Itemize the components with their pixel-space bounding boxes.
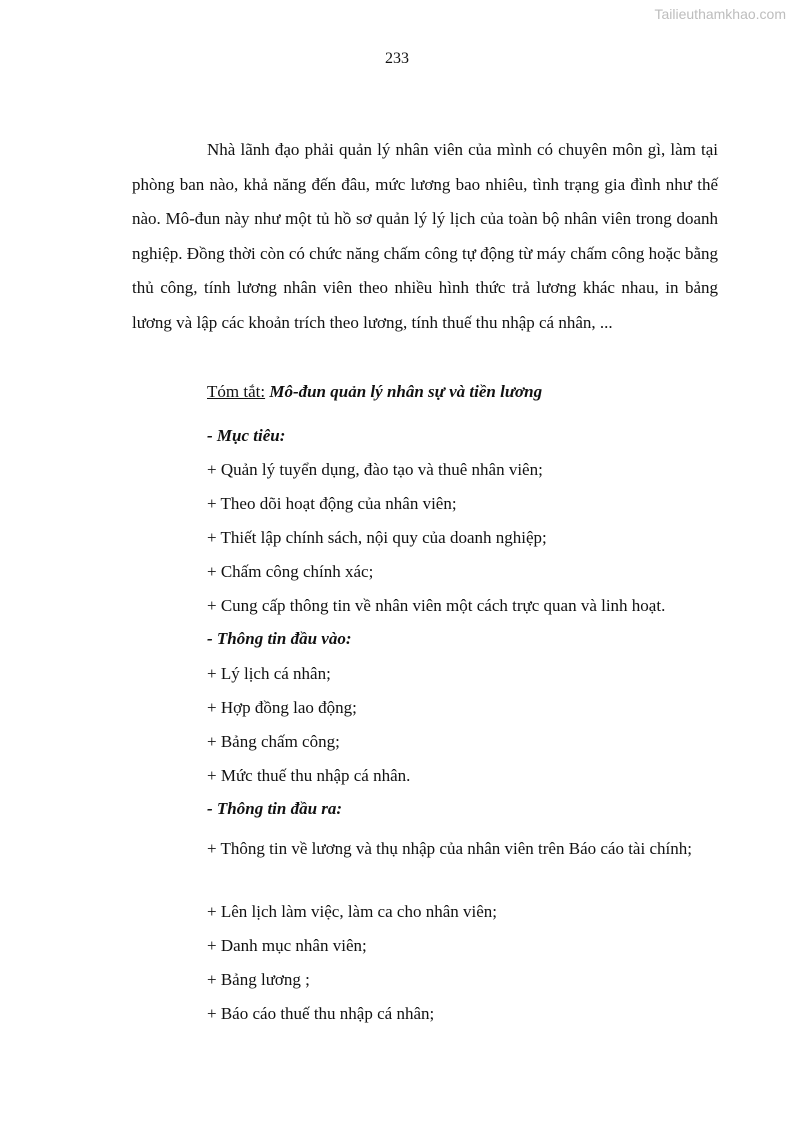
summary-title: Mô-đun quản lý nhân sự và tiền lương	[269, 382, 543, 401]
watermark: Tailieuthamkhao.com	[654, 6, 786, 22]
inputs-heading: - Thông tin đầu vào:	[207, 629, 352, 648]
objective-item: + Quản lý tuyển dụng, đào tạo và thuê nhân viên;	[207, 460, 543, 479]
summary-line	[207, 382, 542, 402]
objective-item: + Cung cấp thông tin về nhân viên một cách trực quan và linh hoạt.	[207, 596, 666, 615]
output-item: + Danh mục nhân viên;	[207, 936, 367, 955]
output-item: + Thông tin về lương và thụ nhập của nhân viên trên Báo cáo tài chính;	[207, 839, 692, 858]
summary-label: Tóm tắt:	[207, 382, 266, 401]
objectives-heading: - Mục tiêu:	[207, 426, 286, 445]
outputs-heading: - Thông tin đầu ra:	[207, 799, 343, 818]
input-item: + Mức thuế thu nhập cá nhân.	[207, 766, 411, 785]
output-item: + Lên lịch làm việc, làm ca cho nhân viên;	[207, 902, 497, 921]
input-item: + Hợp đồng lao động;	[207, 698, 357, 717]
input-item: + Bảng chấm công;	[207, 732, 340, 751]
intro-paragraph: Nhà lãnh đạo phải quản lý nhân viên của mình có chuyên môn gì, làm tại phòng ban nào, khả năng đến đâu, mức lương bao nhiêu, tình trạng gia đình như thế nào. Mô-đun này như một tủ hồ sơ quản lý lý lịch của toàn bộ nhân viên trong doanh nghiệp. Đồng thời còn có chức năng chấm công tự động từ máy chấm công hoặc bằng thủ công, tính lương nhân viên theo nhiều hình thức trả lương khác nhau, in bảng lương và lập các khoản trích theo lương, tính thuế thu nhập cá nhân, ...	[132, 140, 718, 332]
objective-item: + Theo dõi hoạt động của nhân viên;	[207, 494, 457, 513]
input-item: + Lý lịch cá nhân;	[207, 664, 331, 683]
page-number: 233	[385, 50, 409, 67]
output-item: + Bảng lương ;	[207, 970, 310, 989]
output-item: + Báo cáo thuế thu nhập cá nhân;	[207, 1004, 435, 1023]
objective-item: + Chấm công chính xác;	[207, 562, 374, 581]
objective-item: + Thiết lập chính sách, nội quy của doanh nghiệp;	[207, 528, 547, 547]
